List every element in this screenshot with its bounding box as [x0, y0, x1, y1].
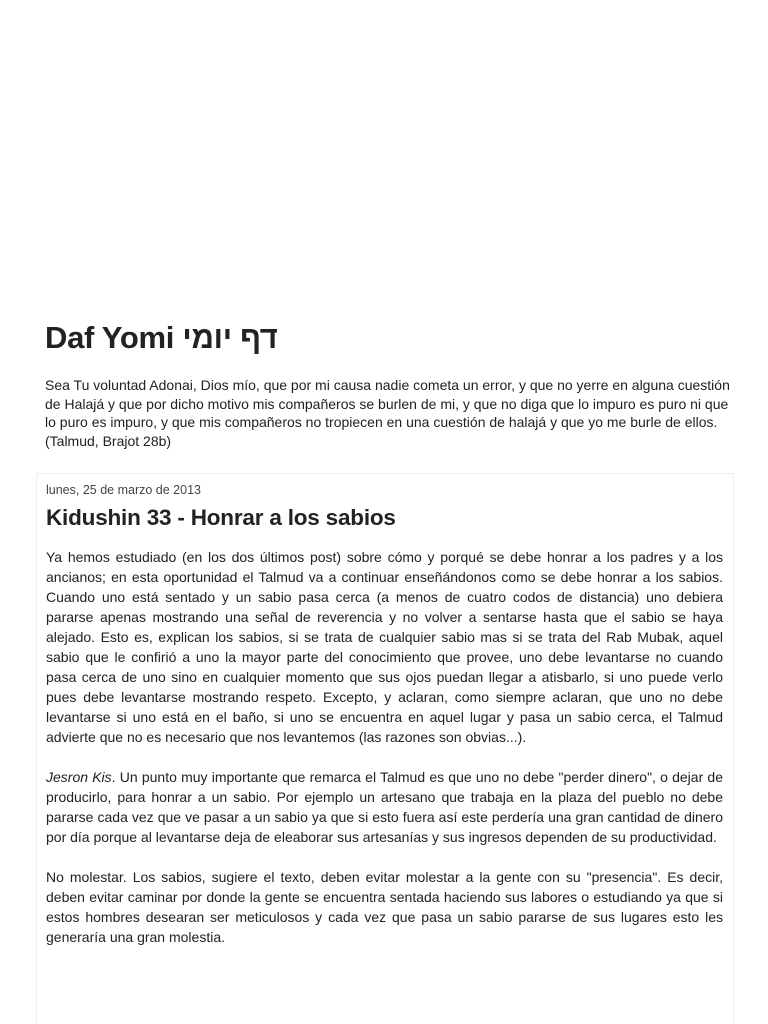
- post-body: [46, 547, 723, 967]
- post-paragraph-3: No molestar. Los sabios, sugiere el texto, deben evitar molestar a la gente con su "presencia". Es decir, deben evitar caminar por donde la gente se encuentra sentada haciendo sus labores o estudiando ya que si estos hombres desearan ser meticulosos y cada vez que pasa un sabio pararse de sus lugares esto les generaría una gran molestia.: [46, 869, 723, 945]
- blog-header: [45, 316, 735, 450]
- blog-title[interactable]: Daf Yomi דף יומי: [45, 320, 278, 355]
- post-date: lunes, 25 de marzo de 2013: [46, 483, 201, 497]
- post-title[interactable]: Kidushin 33 - Honrar a los sabios: [46, 505, 396, 530]
- post-paragraph-2: [46, 767, 723, 847]
- post-container: [36, 473, 734, 1024]
- blog-description: Sea Tu voluntad Adonai, Dios mío, que por mi causa nadie cometa un error, y que no yerre en alguna cuestión de Halajá y que por dicho motivo mis compañeros se burlen de mi, y que no diga que lo impuro es puro ni que lo puro es impuro, y que mis compañeros no tropiecen en una cuestión de halajá y que yo me burle de ellos. (Talmud, Brajot 28b): [45, 377, 730, 449]
- post-paragraph-2-lead: Jesron Kis: [46, 769, 112, 785]
- post-paragraph-1: Ya hemos estudiado (en los dos últimos post) sobre cómo y porqué se debe honrar a los padres y a los ancianos; en esta oportunidad el Talmud va a continuar enseñándonos como se debe honrar a los sabios. Cuando uno está sentado y un sabio pasa cerca (a menos de cuatro codos de distancia) uno debiera pararse apenas mostrando una señal de reverencia y no volver a sentarse hasta que el sabio se haya alejado. Esto es, explican los sabios, si se trata de cualquier sabio mas si se trata del Rab Mubak, aquel sabio que le confirió a uno la mayor parte del conocimiento que provee, uno debe levantarse no cuando pasa cerca de uno sino en cualquier momento que sus ojos puedan llegar a atisbarlo, si uno puede verlo pues debe levantarse mostrando respeto. Excepto, y aclaran, como siempre aclaran, que uno no debe levantarse si uno está en el baño, si uno se encuentra en aquel lugar y pasa un sabio cerca, el Talmud advierte que no es necesario que nos levantemos (las razones son obvias...).: [46, 549, 723, 745]
- post-paragraph-2-rest: . Un punto muy importante que remarca el Talmud es que uno no debe "perder dinero", o dejar de producirlo, para honrar a un sabio. Por ejemplo un artesano que trabaja en la plaza del pueblo no debe pararse cada vez que ve pasar a un sabio ya que si esto fuera así este perdería una gran cantidad de dinero por día porque al levantarse deja de eleaborar sus artesanías y sus ingresos dependen de su productividad.: [46, 769, 724, 845]
